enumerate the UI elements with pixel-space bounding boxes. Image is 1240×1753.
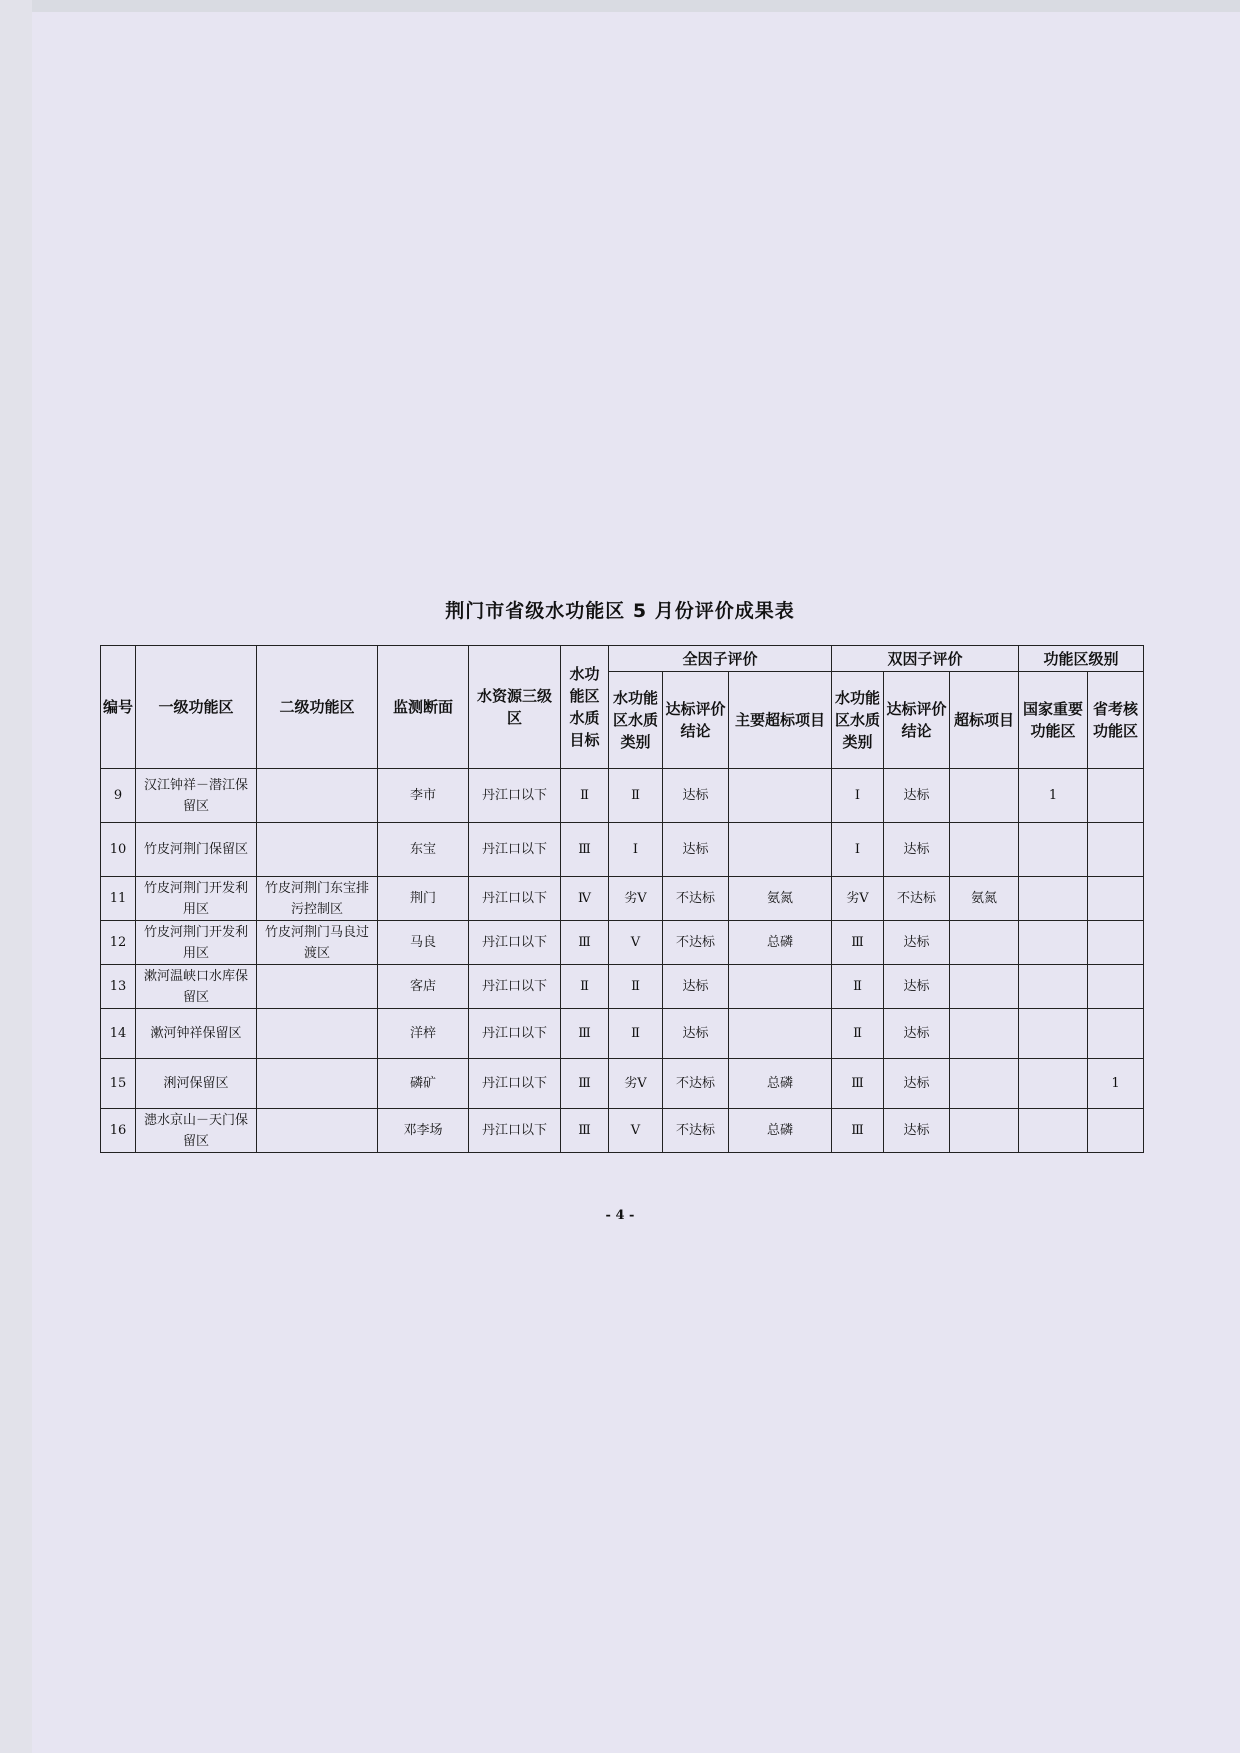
cell-primary: 漶水京山－天门保留区 xyxy=(136,1109,257,1153)
cell-ff-exceed: 氨氮 xyxy=(729,877,832,921)
cell-ff-exceed xyxy=(729,823,832,877)
cell-secondary: 竹皮河荆门马良过渡区 xyxy=(257,921,378,965)
col-header-ff-exceed: 主要超标项目 xyxy=(729,672,832,769)
cell-national xyxy=(1019,1109,1088,1153)
cell-provincial xyxy=(1088,823,1144,877)
cell-df-class: Ⅲ xyxy=(832,921,884,965)
cell-df-result: 达标 xyxy=(884,1009,950,1059)
page-number: - 4 - xyxy=(605,1208,635,1223)
table-row xyxy=(101,1109,1144,1153)
cell-provincial xyxy=(1088,965,1144,1009)
cell-target: Ⅲ xyxy=(561,1009,609,1059)
scan-edge-left xyxy=(0,0,32,1753)
cell-no: 12 xyxy=(101,921,136,965)
col-header-ff-result: 达标评价结论 xyxy=(663,672,729,769)
cell-no: 15 xyxy=(101,1059,136,1109)
cell-section: 荆门 xyxy=(378,877,469,921)
cell-ff-class: Ⅴ xyxy=(609,921,663,965)
table-row xyxy=(101,1059,1144,1109)
cell-national xyxy=(1019,1059,1088,1109)
cell-section: 马良 xyxy=(378,921,469,965)
cell-ff-exceed xyxy=(729,769,832,823)
cell-ff-exceed xyxy=(729,1009,832,1059)
cell-ff-exceed: 总磷 xyxy=(729,1109,832,1153)
cell-national: 1 xyxy=(1019,769,1088,823)
cell-secondary xyxy=(257,823,378,877)
cell-df-exceed xyxy=(950,769,1019,823)
cell-primary: 漱河钟祥保留区 xyxy=(136,1009,257,1059)
cell-df-exceed xyxy=(950,1009,1019,1059)
cell-df-class: 劣Ⅴ xyxy=(832,877,884,921)
group-header-zone-level: 功能区级别 xyxy=(1019,646,1144,672)
cell-primary: 汉江钟祥－潜江保留区 xyxy=(136,769,257,823)
cell-ff-exceed: 总磷 xyxy=(729,921,832,965)
cell-ff-exceed: 总磷 xyxy=(729,1059,832,1109)
cell-national xyxy=(1019,921,1088,965)
cell-df-class: Ⅰ xyxy=(832,823,884,877)
table-row xyxy=(101,769,1144,823)
document-title: 荆门市省级水功能区 5 月份评价成果表 xyxy=(445,600,795,622)
cell-df-class: Ⅱ xyxy=(832,965,884,1009)
cell-df-result: 达标 xyxy=(884,965,950,1009)
cell-df-class: Ⅰ xyxy=(832,769,884,823)
col-header-ff-class: 水功能区水质类别 xyxy=(609,672,663,769)
scan-edge-top xyxy=(0,0,1240,12)
cell-target: Ⅲ xyxy=(561,1109,609,1153)
cell-section: 邓李场 xyxy=(378,1109,469,1153)
cell-target: Ⅱ xyxy=(561,769,609,823)
cell-primary: 竹皮河荆门开发利用区 xyxy=(136,877,257,921)
cell-df-class: Ⅲ xyxy=(832,1059,884,1109)
cell-secondary xyxy=(257,965,378,1009)
cell-no: 14 xyxy=(101,1009,136,1059)
cell-section: 客店 xyxy=(378,965,469,1009)
cell-primary: 竹皮河荆门开发利用区 xyxy=(136,921,257,965)
group-header-dual-factor: 双因子评价 xyxy=(832,646,1019,672)
cell-ff-class: Ⅱ xyxy=(609,769,663,823)
table-row xyxy=(101,965,1144,1009)
cell-df-exceed xyxy=(950,921,1019,965)
table-row xyxy=(101,921,1144,965)
cell-df-class: Ⅲ xyxy=(832,1109,884,1153)
table-row xyxy=(101,1009,1144,1059)
cell-df-result: 达标 xyxy=(884,769,950,823)
cell-ff-result: 不达标 xyxy=(663,877,729,921)
cell-secondary xyxy=(257,1059,378,1109)
cell-ff-exceed xyxy=(729,965,832,1009)
cell-national xyxy=(1019,823,1088,877)
cell-df-result: 达标 xyxy=(884,1059,950,1109)
cell-df-result: 达标 xyxy=(884,921,950,965)
col-header-national: 国家重要功能区 xyxy=(1019,672,1088,769)
cell-area: 丹江口以下 xyxy=(469,1059,561,1109)
cell-area: 丹江口以下 xyxy=(469,921,561,965)
cell-national xyxy=(1019,877,1088,921)
cell-df-result: 达标 xyxy=(884,823,950,877)
cell-ff-class: 劣Ⅴ xyxy=(609,1059,663,1109)
table-row xyxy=(101,823,1144,877)
cell-primary: 浰河保留区 xyxy=(136,1059,257,1109)
cell-df-exceed xyxy=(950,823,1019,877)
cell-target: Ⅲ xyxy=(561,921,609,965)
cell-df-exceed xyxy=(950,1109,1019,1153)
cell-no: 11 xyxy=(101,877,136,921)
cell-secondary xyxy=(257,769,378,823)
cell-target: Ⅲ xyxy=(561,1059,609,1109)
cell-provincial: 1 xyxy=(1088,1059,1144,1109)
cell-ff-class: Ⅴ xyxy=(609,1109,663,1153)
cell-no: 9 xyxy=(101,769,136,823)
cell-section: 东宝 xyxy=(378,823,469,877)
cell-area: 丹江口以下 xyxy=(469,965,561,1009)
cell-ff-class: Ⅱ xyxy=(609,1009,663,1059)
cell-ff-result: 达标 xyxy=(663,965,729,1009)
cell-ff-result: 不达标 xyxy=(663,1109,729,1153)
col-header-df-exceed: 超标项目 xyxy=(950,672,1019,769)
cell-df-class: Ⅱ xyxy=(832,1009,884,1059)
cell-target: Ⅲ xyxy=(561,823,609,877)
cell-national xyxy=(1019,1009,1088,1059)
cell-area: 丹江口以下 xyxy=(469,1009,561,1059)
header-row-group xyxy=(101,646,1144,672)
cell-ff-class: Ⅱ xyxy=(609,965,663,1009)
cell-no: 16 xyxy=(101,1109,136,1153)
table-row xyxy=(101,877,1144,921)
cell-ff-result: 达标 xyxy=(663,823,729,877)
col-header-df-class: 水功能区水质类别 xyxy=(832,672,884,769)
cell-ff-result: 不达标 xyxy=(663,1059,729,1109)
cell-primary: 漱河温峡口水库保留区 xyxy=(136,965,257,1009)
col-header-primary-zone: 一级功能区 xyxy=(136,646,257,769)
cell-df-result: 不达标 xyxy=(884,877,950,921)
col-header-df-result: 达标评价结论 xyxy=(884,672,950,769)
col-header-secondary-zone: 二级功能区 xyxy=(257,646,378,769)
cell-provincial xyxy=(1088,1109,1144,1153)
cell-primary: 竹皮河荆门保留区 xyxy=(136,823,257,877)
cell-no: 13 xyxy=(101,965,136,1009)
cell-df-result: 达标 xyxy=(884,1109,950,1153)
cell-section: 洋梓 xyxy=(378,1009,469,1059)
evaluation-results-table xyxy=(100,645,1144,1153)
cell-ff-class: Ⅰ xyxy=(609,823,663,877)
cell-provincial xyxy=(1088,1009,1144,1059)
cell-national xyxy=(1019,965,1088,1009)
cell-ff-result: 不达标 xyxy=(663,921,729,965)
cell-area: 丹江口以下 xyxy=(469,1109,561,1153)
cell-area: 丹江口以下 xyxy=(469,769,561,823)
cell-provincial xyxy=(1088,769,1144,823)
cell-target: Ⅳ xyxy=(561,877,609,921)
col-header-no: 编号 xyxy=(101,646,136,769)
group-header-full-factor: 全因子评价 xyxy=(609,646,832,672)
cell-section: 李市 xyxy=(378,769,469,823)
cell-df-exceed xyxy=(950,1059,1019,1109)
cell-provincial xyxy=(1088,877,1144,921)
cell-no: 10 xyxy=(101,823,136,877)
cell-secondary xyxy=(257,1009,378,1059)
col-header-provincial: 省考核功能区 xyxy=(1088,672,1144,769)
cell-area: 丹江口以下 xyxy=(469,877,561,921)
cell-target: Ⅱ xyxy=(561,965,609,1009)
cell-df-exceed xyxy=(950,965,1019,1009)
cell-provincial xyxy=(1088,921,1144,965)
cell-df-exceed: 氨氮 xyxy=(950,877,1019,921)
cell-section: 磷矿 xyxy=(378,1059,469,1109)
cell-ff-result: 达标 xyxy=(663,1009,729,1059)
cell-secondary: 竹皮河荆门东宝排污控制区 xyxy=(257,877,378,921)
cell-area: 丹江口以下 xyxy=(469,823,561,877)
col-header-third-level-area: 水资源三级区 xyxy=(469,646,561,769)
cell-ff-result: 达标 xyxy=(663,769,729,823)
cell-secondary xyxy=(257,1109,378,1153)
cell-ff-class: 劣Ⅴ xyxy=(609,877,663,921)
col-header-target: 水功能区水质目标 xyxy=(561,646,609,769)
col-header-section: 监测断面 xyxy=(378,646,469,769)
